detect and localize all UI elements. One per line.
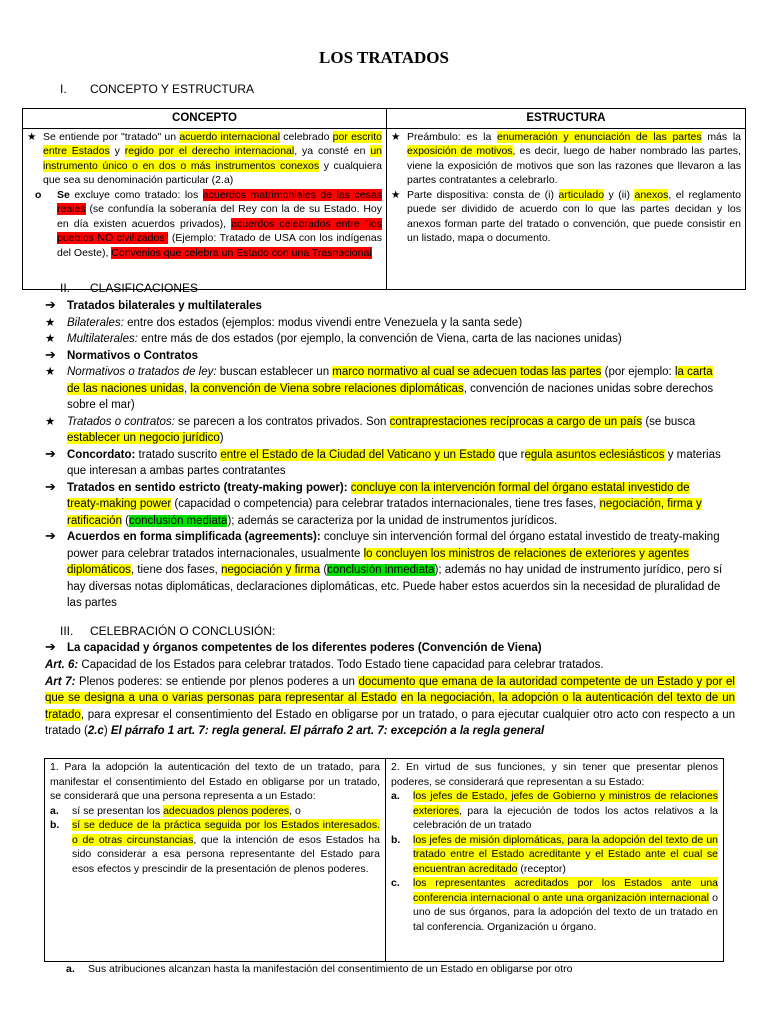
item-forma-simplificada: ➔ Acuerdos en forma simplificada (agreements): concluye sin intervención formal del órgano estatal investido de treaty-making power para celebrar tratados internacionales, usualmente lo concluyen los ministros de relaciones de exteriores y agentes diplomáticos, tiene dos fases, negociación y firma (conclusión inmediata); además no hay unidad de instrumento jurídico, pero sí hay diversas notas diplomáticas, declaraciones diplomáticas, etc. Puede haber estos acuerdos sin la necesidad de pluralidad de las partes: [45, 529, 723, 612]
arrow-right-icon: ➔: [45, 445, 56, 461]
page-title: LOS TRATADOS: [319, 48, 449, 67]
heading-normativos: ➔ Normativos o Contratos: [45, 348, 723, 365]
footer-note: a. Sus atribuciones alcanzan hasta la manifestación del consentimiento de un Estado en obligarse por otro: [66, 963, 573, 975]
clasificaciones-body: [45, 298, 723, 612]
item-sentido-estricto: ➔ Tratados en sentido estricto (treaty-making power): concluye con la intervención formal del órgano estatal investido de treaty-making power (capacidad o competencia) para celebrar tratados internacionales, tiene tres fases, negociación, firma y ratificación (conclusión mediata); además se caracteriza por la unidad de instrumentos jurídicos.: [45, 480, 723, 530]
item-contratos: ★ Tratados o contratos: se parecen a los contratos privados. Son contraprestaciones recíprocas a cargo de un país (se busca establecer un negocio jurídico): [45, 414, 723, 447]
structure-dispositiva: ★ Parte dispositiva: consta de (i) articulado y (ii) anexos, el reglamento puede ser dividido de acuerdo con lo que las partes decidan y los anexos forman parte del tratado o convención, que puede consistir en un listado, mapa o documento.: [391, 188, 741, 244]
art6-paragraph: Art. 6: Capacidad de los Estados para celebrar tratados. Todo Estado tiene capacidad para celebrar tratados.: [45, 659, 604, 671]
bullet-o: o: [35, 188, 42, 201]
concepto-header: CONCEPTO: [23, 109, 387, 129]
art7-p2-c: c. los representantes acreditados por los Estados ante una conferencia internacional o ante una organización internacional o uno de sus órganos, para la adopción del texto de un tratado en tal conferencia. Organización u órgano.: [391, 877, 719, 933]
item-bilaterales: ★ Bilaterales: entre dos estados (ejemplos: modus vivendi entre Venezuela y la santa sede): [45, 315, 723, 332]
concept-structure-table: [22, 108, 746, 290]
structure-preambulo: ★ Preámbulo: es la enumeración y enunciación de las partes más la exposición de motivos, es decir, luego de haber nombrado las partes, viene la exposición de motivos que son las razones que llevaron a las partes contratantes a celebrarlo.: [391, 130, 741, 186]
item-normativos: ★ Normativos o tratados de ley: buscan establecer un marco normativo al cual se adecuen todas las partes (por ejemplo: la carta de las naciones unidas, la convención de Viena sobre relaciones diplomáticas, convención de naciones unidas sobre derechos sobre el mar): [45, 364, 723, 414]
star-icon: ★: [45, 366, 56, 378]
estructura-cell: [387, 128, 746, 289]
arrow-right-icon: ➔: [45, 528, 56, 543]
art7-p2-a: a. los jefes de Estado, jefes de Gobierno y ministros de relaciones exteriores, para la ejecución de todos los actos relativos a la celebración de un tratado: [391, 790, 718, 831]
arrow-right-icon: ➔: [45, 639, 56, 654]
concepto-cell: [23, 128, 387, 289]
art7-paragraph-1-cell: 1. Para la adopción la autenticación del texto de un tratado, para manifestar el consentimiento del Estado en obligarse por un tratado, se considerará que una persona representa a un Estado: a. sí se presentan los adecuados plenos poderes, o b. sí se deduce de la práctica seguida por los Estados interesados. o de otras circunstancias, que la intención de esos Estados ha sido considerar a esa persona representante del Estado para esos efectos y prescindir de la presentación de plenos poderes.: [45, 759, 386, 962]
star-icon: ★: [27, 130, 37, 143]
arrow-right-icon: ➔: [45, 297, 56, 312]
concept-exclusions: o Se excluye como tratado: los acuerdos matrimoniales de las cesas reales (se confundía la soberanía del Rey con la de su Estado. Hoy en día existen acuerdos privados), acuerdos celebrados entre "los pueblos NO civilizados" (Ejemplo: Tratado de USA con los indígenas del Oeste), Convenios que celebra un Estado con una Trasnacional: [27, 188, 382, 261]
star-icon: ★: [391, 188, 401, 201]
section-heading-1: I. CONCEPTO Y ESTRUCTURA: [60, 82, 255, 96]
art7-p1-a: a. sí se presentan los adecuados plenos poderes, o: [50, 804, 301, 817]
star-icon: ★: [45, 316, 56, 329]
item-concordato: ➔ Concordato: tratado suscrito entre el Estado de la Ciudad del Vaticano y un Estado que regula asuntos eclesiásticos y materias que interesan a ambas partes contratantes: [45, 447, 723, 480]
star-icon: ★: [45, 415, 56, 428]
arrow-right-icon: ➔: [45, 346, 56, 362]
concept-definition: ★ Se entiende por "tratado" un acuerdo internacional celebrado por escrito entre Estados y regido por el derecho internacional, ya consté en un instrumento único o en dos o más instrumentos conexos y cualquiera que sea su denominación particular (2.a): [27, 130, 382, 186]
articulos-block: [45, 657, 735, 740]
heading-bilaterales: ➔ Tratados bilaterales y multilaterales: [45, 298, 723, 315]
art7-paragraph: Art 7: Plenos poderes: se entiende por plenos poderes a un documento que emana de la autoridad competente de un Estado y por el que se designa a una o varias personas para representar al Estado en la negociación, la adopción o la autenticación del texto de un tratado, para expresar el consentimiento del Estado en obligarse por un tratado, o para ejecutar cualquier otro acto con respecto a un tratado (2.c) El párrafo 1 art. 7: regla general. El párrafo 2 art. 7: excepción a la regla general: [45, 675, 735, 737]
heading-capacidad: ➔ La capacidad y órganos competentes de los diferentes poderes (Convención de Viena): [45, 640, 723, 657]
section-heading-2: II. CLASIFICACIONES: [60, 281, 199, 295]
art7-paragraph-2-cell: 2. En virtud de sus funciones, y sin tener que presentar plenos poderes, se considerará que representan a su Estado: a. los jefes de Estado, jefes de Gobierno y ministros de relaciones exteriores, para la ejecución de todos los actos relativos a la celebración de un tratado b. los jefes de misión diplomáticas, para la adopción del texto de un tratado entre el Estado acreditante y el Estado ante el cual se encuentran acreditado (receptor) c. los representantes acreditados por los Estados ante una conferencia internacional o ante una organización internacional o uno de sus órganos, para la adopción del texto de un tratado en tal conferencia. Organización u órgano.: [386, 759, 724, 962]
art7-p1-b: b. sí se deduce de la práctica seguida por los Estados interesados. o de otras circunstancias, que la intención de esos Estados ha sido considerar a esa persona representante del Estado para esos efectos y prescindir de la presentación de plenos poderes.: [50, 819, 380, 875]
star-icon: ★: [391, 130, 401, 143]
art7-p2-b: b. los jefes de misión diplomáticas, para la adopción del texto de un tratado entre el Estado acreditante y el Estado ante el cual se encuentran acreditado (receptor): [391, 833, 718, 875]
section-heading-3: III. CELEBRACIÓN O CONCLUSIÓN:: [60, 624, 276, 638]
arrow-right-icon: ➔: [45, 478, 56, 494]
art7-paragraphs-table: [44, 758, 724, 962]
item-multilaterales: ★ Multilaterales: entre más de dos estados (por ejemplo, la convención de Viena, carta de las naciones unidas): [45, 331, 723, 348]
star-icon: ★: [45, 333, 56, 345]
estructura-header: ESTRUCTURA: [387, 109, 746, 129]
celebracion-heading-block: [45, 640, 723, 657]
